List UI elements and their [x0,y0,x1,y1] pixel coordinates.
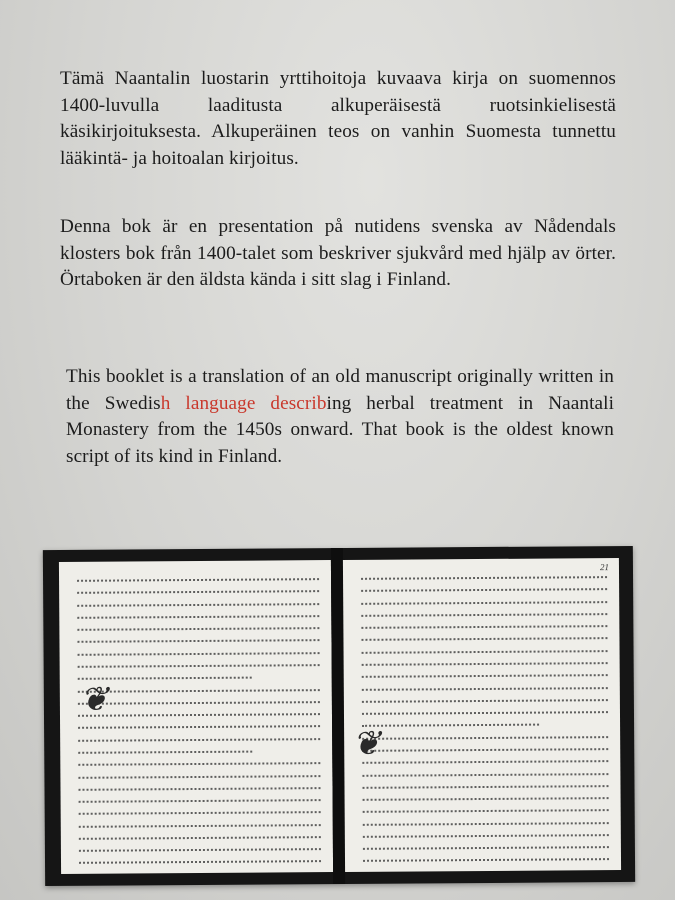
manuscript-script-line [79,824,321,831]
manuscript-script-line [78,775,320,782]
drop-cap-right: ❦ [352,725,381,763]
manuscript-script-line [362,662,608,669]
manuscript-script-line [361,576,607,583]
manuscript-script-line [363,846,609,853]
manuscript-right-page [343,558,621,872]
manuscript-script-line [361,588,607,595]
drop-cap-left: ❦ [79,681,109,719]
manuscript-script-line [362,785,608,792]
manuscript-script-line [362,724,539,731]
manuscript-script-line [362,674,608,681]
manuscript-script-line [363,797,609,804]
manuscript-script-line [78,738,320,745]
manuscript-script-line [78,652,320,659]
manuscript-script-line [362,760,608,767]
folio-number: 21 [599,562,610,573]
manuscript-script-line [362,699,608,706]
english-text-part2: ing herbal treatment in Naantali Monastery from the 1450s onward. That book is the oldest known script of its kind in Finland. [66,392,614,467]
manuscript-script-line [78,701,320,708]
swedish-paragraph: Denna bok är en presentation på nutidens svenska av Nådendals klosters bok från 1400-talet som beskriver sjukvård med hjälp av örter. Örtaboken är den äldsta kända i sitt slag i Finland. [60,216,616,291]
manuscript-script-line [361,638,607,645]
manuscript-script-line [77,590,319,597]
manuscript-script-line [363,871,609,872]
manuscript-script-line [362,687,608,694]
manuscript-script-line [362,650,608,657]
manuscript-script-line [77,578,319,585]
manuscript-script-line [77,615,319,622]
manuscript-script-line [78,751,252,758]
manuscript-script-line [361,601,607,608]
manuscript-script-line [79,787,321,794]
manuscript-script-line [363,809,609,816]
manuscript-photo [43,546,635,886]
manuscript-script-line [79,799,321,806]
manuscript-script-line [362,736,608,743]
manuscript-script-line [362,711,608,718]
manuscript-script-line [363,822,609,829]
manuscript-script-line [361,625,607,632]
manuscript-script-line [78,713,320,720]
manuscript-script-line [78,726,320,733]
manuscript-script-line [79,848,321,855]
manuscript-script-line [78,762,320,769]
manuscript-script-line [79,873,321,874]
english-highlighted-text: h language describ [160,392,327,414]
manuscript-script-line [361,613,607,620]
manuscript-script-line [79,836,321,843]
finnish-paragraph: Tämä Naantalin luostarin yrttihoitoja kuvaava kirja on suomennos 1400-luvulla laaditusta alkuperäisestä ruotsinkielisestä käsikirjoituksesta. Alkuperäinen teos on vanhin Suomesta tunnettu lääkintä- ja hoitoalan kirjoitus. [60,68,616,169]
manuscript-script-line [77,640,319,647]
manuscript-script-line [78,689,320,696]
manuscript-script-line [363,834,609,841]
manuscript-script-line [362,773,608,780]
manuscript-script-line [78,664,320,671]
manuscript-script-line [363,859,609,866]
manuscript-script-line [79,811,321,818]
manuscript-script-line [362,748,608,755]
manuscript-left-page [59,560,333,874]
english-paragraph [66,364,614,470]
english-text-part1: This booklet is a translation of an old manuscript originally written in the Swedis [66,366,614,414]
manuscript-script-line [77,627,319,634]
manuscript-script-line [79,861,321,868]
manuscript-script-line [77,603,319,610]
